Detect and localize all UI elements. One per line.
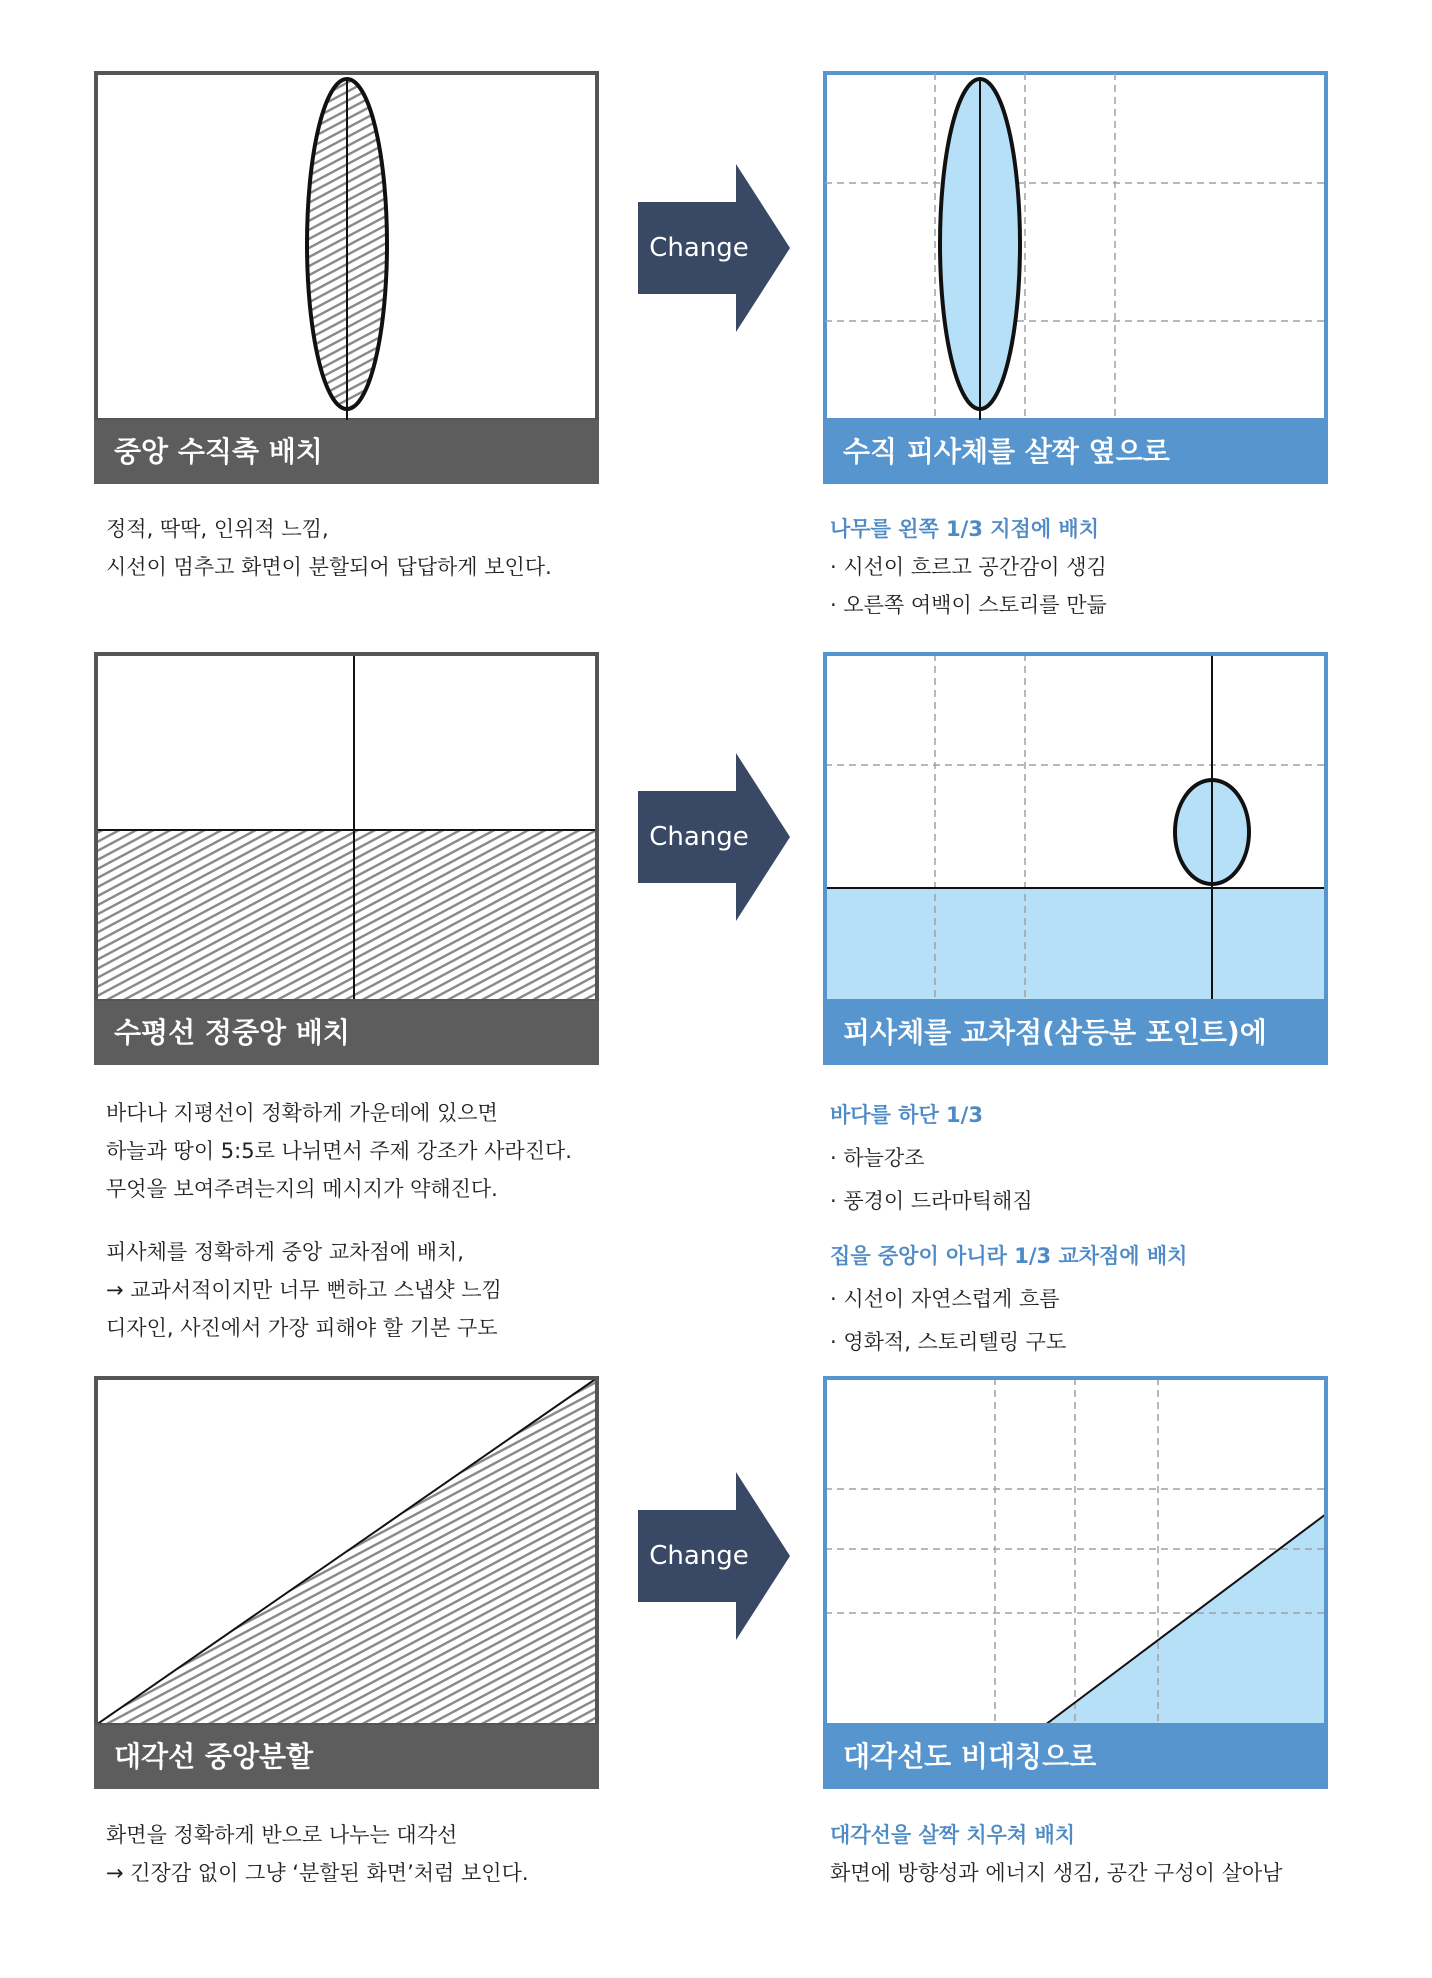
centered-horizon-illustration (94, 652, 599, 1001)
change-arrow-2 (638, 753, 790, 921)
desc-line: 정적, 딱딱, 인위적 느낌, (106, 517, 329, 541)
desc-line: → 긴장감 없이 그냥 ‘분할된 화면’처럼 보인다. (106, 1861, 529, 1885)
change-arrow-1 (638, 164, 790, 332)
after-heading: 바다를 하단 1/3 (830, 1103, 983, 1127)
change-label: Change (649, 233, 749, 263)
after-label-2: 피사체를 교차점(삼등분 포인트)에 (823, 1001, 1328, 1065)
change-label: Change (649, 1541, 749, 1571)
bullet-item: · 오른쪽 여백이 스토리를 만듦 (830, 593, 1107, 617)
bullet-item: · 영화적, 스토리텔링 구도 (830, 1330, 1067, 1354)
after-heading: 집을 중앙이 아니라 1/3 교차점에 배치 (830, 1244, 1188, 1268)
rule-of-thirds-subject-illustration (823, 652, 1328, 1001)
bullet-item: · 시선이 자연스럽게 흐름 (830, 1287, 1060, 1311)
after-panel-2 (823, 652, 1328, 1065)
after-label-1: 수직 피사체를 살짝 옆으로 (823, 420, 1328, 484)
change-arrow-3 (638, 1472, 790, 1640)
after-desc-2 (830, 1094, 1033, 1223)
after-heading: 대각선을 살짝 치우쳐 배치 (830, 1823, 1076, 1847)
before-desc-1 (106, 510, 552, 586)
before-desc-2 (106, 1094, 572, 1208)
central-vertical-axis-illustration (94, 71, 599, 420)
desc-line: 화면을 정확하게 반으로 나누는 대각선 (106, 1823, 458, 1847)
after-desc-1 (830, 510, 1107, 624)
asymmetric-diagonal-illustration (823, 1376, 1328, 1725)
before-label-1: 중앙 수직축 배치 (94, 420, 599, 484)
after-desc-2b (830, 1235, 1187, 1364)
change-label: Change (649, 822, 749, 852)
before-label-3: 대각선 중앙분할 (94, 1725, 599, 1789)
bullet-item: · 풍경이 드라마틱해짐 (830, 1189, 1033, 1213)
desc-line: 디자인, 사진에서 가장 피해야 할 기본 구도 (106, 1316, 498, 1340)
central-diagonal-illustration (94, 1376, 599, 1725)
bullet-item: · 하늘강조 (830, 1146, 925, 1170)
desc-line: → 교과서적이지만 너무 뻔하고 스냅샷 느낌 (106, 1278, 502, 1302)
before-panel-2 (94, 652, 599, 1065)
before-label-2: 수평선 정중앙 배치 (94, 1001, 599, 1065)
bullet-item: 화면에 방향성과 에너지 생김, 공간 구성이 살아남 (830, 1861, 1283, 1885)
after-panel-3 (823, 1376, 1328, 1789)
offset-vertical-subject-illustration (823, 71, 1328, 420)
after-panel-1 (823, 71, 1328, 484)
after-desc-3 (830, 1816, 1282, 1892)
desc-line: 시선이 멈추고 화면이 분할되어 답답하게 보인다. (106, 555, 552, 579)
before-panel-1 (94, 71, 599, 484)
desc-line: 바다나 지평선이 정확하게 가운데에 있으면 (106, 1101, 498, 1125)
desc-line: 무엇을 보여주려는지의 메시지가 약해진다. (106, 1177, 498, 1201)
after-heading: 나무를 왼쪽 1/3 지점에 배치 (830, 517, 1099, 541)
after-label-3: 대각선도 비대칭으로 (823, 1725, 1328, 1789)
bullet-item: · 시선이 흐르고 공간감이 생김 (830, 555, 1107, 579)
before-desc-2b (106, 1233, 502, 1347)
desc-line: 피사체를 정확하게 중앙 교차점에 배치, (106, 1240, 464, 1264)
before-desc-3 (106, 1816, 529, 1892)
desc-line: 하늘과 땅이 5:5로 나뉘면서 주제 강조가 사라진다. (106, 1139, 572, 1163)
before-panel-3 (94, 1376, 599, 1789)
